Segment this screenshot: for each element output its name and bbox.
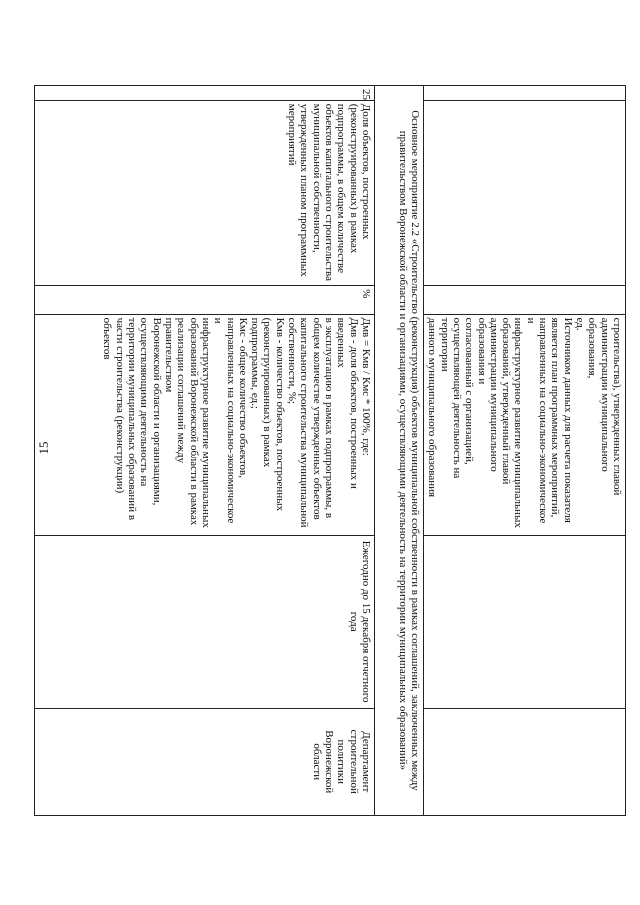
unit: % bbox=[35, 286, 375, 314]
text-line: образований Воронежской области в рамках bbox=[187, 317, 200, 526]
rotated-table-container bbox=[101, 85, 626, 816]
text-line: направленных на социально-экономическое и bbox=[212, 317, 237, 524]
text-line: Кмв - количество объектов, построенных bbox=[273, 317, 286, 512]
text-line: администрации муниципального образования, bbox=[586, 317, 611, 472]
text-line: собственности, %; bbox=[286, 317, 299, 405]
text-line: строительства), утвержденных главой bbox=[611, 317, 623, 496]
indicator-name: Доля объектов, построенных (реконструированных) в рамках подпрограммы, в общем количестве объектов капитального строительства муниципальной собственности, утвержденных планом программных мероприятий bbox=[35, 100, 375, 285]
text-line: подпрограммы, ед.; bbox=[249, 317, 262, 409]
table-row-25 bbox=[35, 86, 375, 816]
responsible-executor: Департамент строительной политики Воронежской области bbox=[35, 708, 375, 815]
text-line: образований, утвержденный главой bbox=[500, 317, 513, 485]
text-line: направленных на социально-экономическое и bbox=[524, 317, 550, 524]
deadline: Ежегодно до 15 декабря отчетного года bbox=[35, 535, 375, 708]
text-line: (реконструированных) в рамках bbox=[261, 317, 274, 468]
cell-name-empty bbox=[424, 100, 626, 285]
calculation-method bbox=[35, 314, 375, 535]
text-line: части строительства (реконструкции) объектов bbox=[101, 317, 126, 494]
text-line: Дмв = Кмв / Кмс * 100%, где: bbox=[360, 317, 372, 456]
page-number: 15 bbox=[36, 441, 51, 455]
text-line: в эксплуатацию в рамках подпрограммы, в bbox=[323, 317, 336, 519]
cell-responsible-empty bbox=[424, 708, 626, 815]
text-line: инфраструктурное развитие муниципальных bbox=[512, 317, 525, 528]
text-line: территории муниципальных образований в bbox=[126, 317, 139, 521]
text-line: администрации муниципального образования и bbox=[475, 317, 500, 472]
table-row-subheader bbox=[375, 86, 424, 816]
text-line: Источником данных для расчета показателя bbox=[561, 317, 574, 523]
cell-deadline-empty bbox=[424, 535, 626, 708]
text-line: осуществляющей деятельность на территории bbox=[438, 317, 463, 479]
text-line: согласованный с организацией, bbox=[463, 317, 476, 465]
text-line: данного муниципального образования bbox=[426, 317, 439, 498]
text-line: капитального строительства муниципальной bbox=[298, 317, 311, 528]
text-line: Кмс - общее количество объектов, bbox=[236, 317, 249, 478]
subheader-text: Основное мероприятие 2.2 «Строительство (реконструкция) объектов муниципальной собственности в рамках соглашений, заключенных между правительством Воронежской области и организациями, осуществляющими деятельность на территории муниципальных образований» bbox=[375, 86, 424, 816]
row-number: 25 bbox=[35, 86, 375, 101]
text-line: реализации соглашений между правительством bbox=[163, 317, 188, 464]
table-row-continuation bbox=[424, 86, 626, 816]
cell-unit-empty bbox=[424, 286, 626, 314]
text-line: Воронежской области и организациями, bbox=[150, 317, 163, 506]
text-line: инфраструктурное развитие муниципальных bbox=[199, 317, 212, 528]
text-line: является план программных мероприятий, bbox=[549, 317, 562, 518]
cell-method-continuation bbox=[424, 314, 626, 535]
indicators-table bbox=[34, 85, 626, 816]
cell-number-empty bbox=[424, 86, 626, 101]
text-line: ед. bbox=[574, 317, 587, 331]
text-line: общем количестве утвержденных объектов bbox=[310, 317, 323, 520]
text-line: осуществляющими деятельность на bbox=[138, 317, 151, 487]
text-line: Дмв - доля объектов, построенных и введенных bbox=[335, 317, 360, 489]
